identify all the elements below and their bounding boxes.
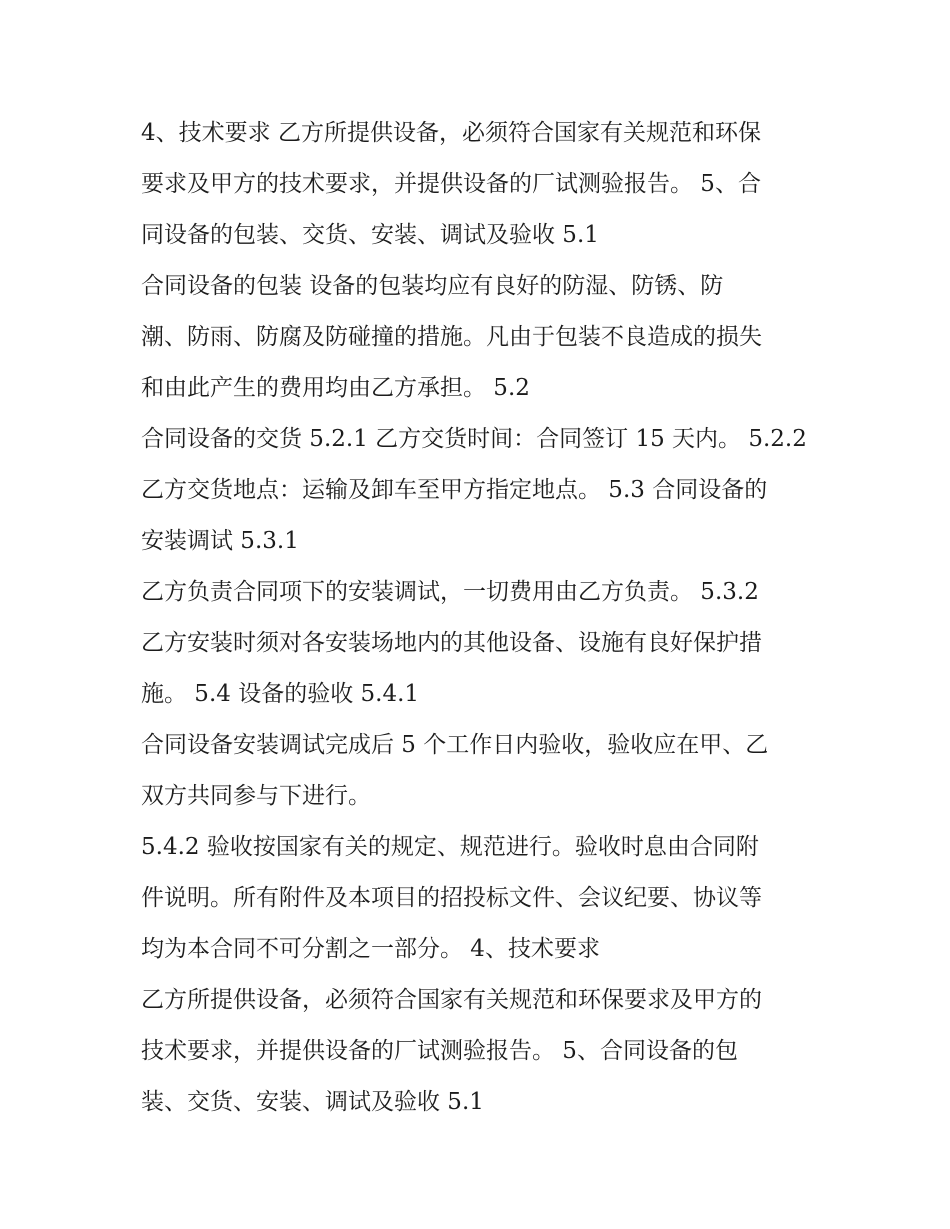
- text-line: 合同设备的交货 5.2.1 乙方交货时间：合同签订 15 天内。 5.2.2: [141, 426, 807, 452]
- text-line: 安装调试 5.3.1: [141, 528, 299, 554]
- text-line: 双方共同参与下进行。: [141, 783, 371, 809]
- text-line: 合同设备安装调试完成后 5 个工作日内验收，验收应在甲、乙: [141, 732, 769, 758]
- text-line: 和由此产生的费用均由乙方承担。 5.2: [141, 375, 530, 401]
- contract-text-body: [141, 108, 821, 1128]
- text-line: 技术要求，并提供设备的厂试测验报告。 5、合同设备的包: [141, 1038, 738, 1064]
- text-line: 同设备的包装、交货、安装、调试及验收 5.1: [141, 222, 599, 248]
- text-line: 4、技术要求 乙方所提供设备，必须符合国家有关规范和环保: [141, 120, 761, 146]
- text-line: 施。 5.4 设备的验收 5.4.1: [141, 681, 420, 707]
- text-line: 潮、防雨、防腐及防碰撞的措施。凡由于包装不良造成的损失: [141, 324, 762, 350]
- text-line: 乙方安装时须对各安装场地内的其他设备、设施有良好保护措: [141, 630, 762, 656]
- text-line: 乙方负责合同项下的安装调试，一切费用由乙方负责。 5.3.2: [141, 579, 759, 605]
- text-line: 要求及甲方的技术要求，并提供设备的厂试测验报告。 5、合: [141, 171, 761, 197]
- text-line: 装、交货、安装、调试及验收 5.1: [141, 1089, 484, 1115]
- text-line: 件说明。所有附件及本项目的招投标文件、会议纪要、协议等: [141, 885, 762, 911]
- text-line: 乙方交货地点：运输及卸车至甲方指定地点。 5.3 合同设备的: [141, 477, 768, 503]
- text-line: 乙方所提供设备，必须符合国家有关规范和环保要求及甲方的: [141, 987, 762, 1013]
- text-line: 合同设备的包装 设备的包装均应有良好的防湿、防锈、防: [141, 273, 724, 299]
- text-line: 5.4.2 验收按国家有关的规定、规范进行。验收时息由合同附: [141, 834, 759, 860]
- text-line: 均为本合同不可分割之一部分。 4、技术要求: [141, 936, 600, 962]
